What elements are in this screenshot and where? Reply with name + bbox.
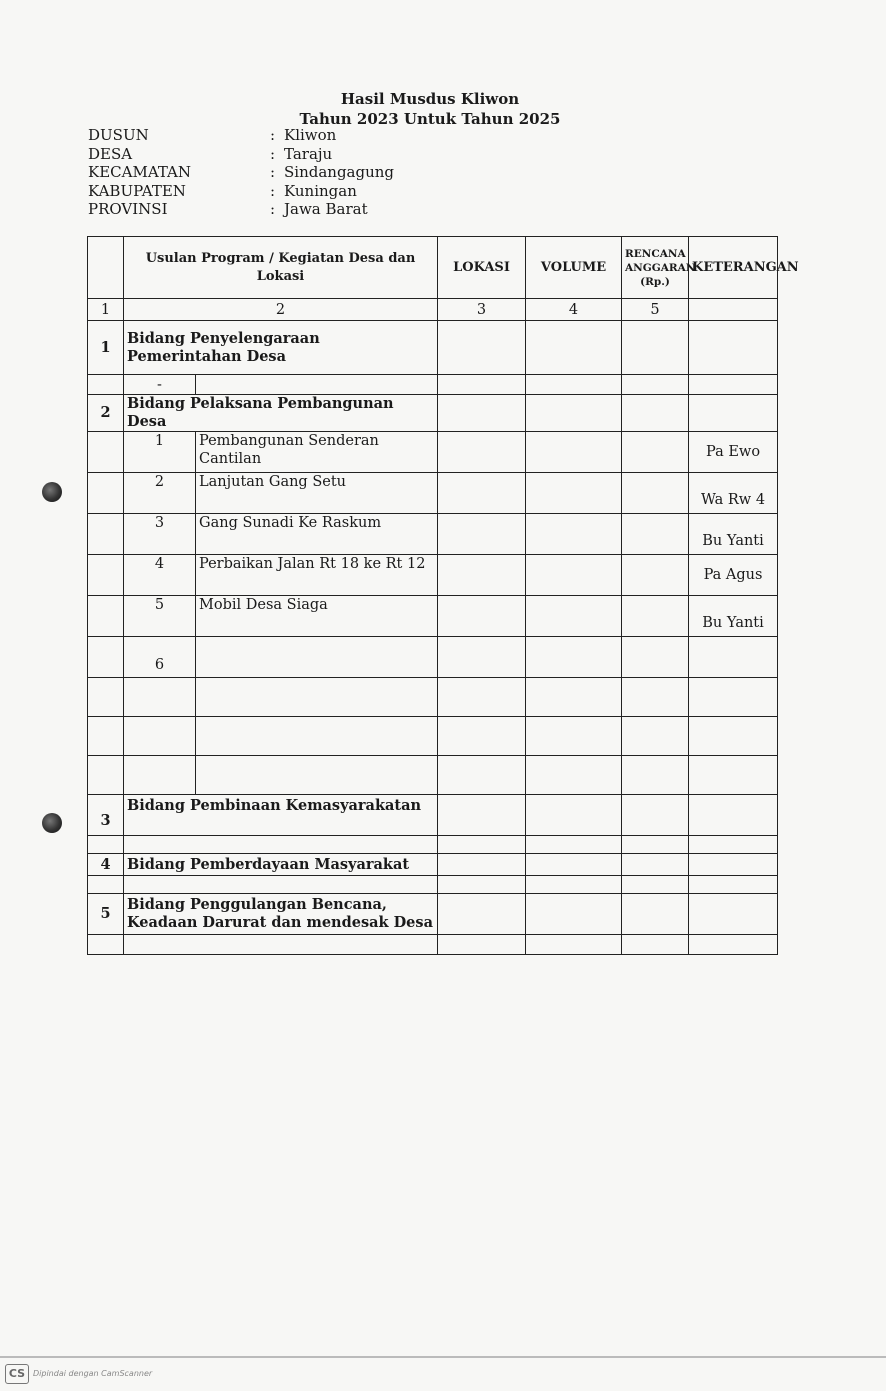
- cell-volume: [526, 432, 622, 473]
- cell-volume: [526, 321, 622, 375]
- cell-lokasi: [438, 637, 526, 678]
- cell-volume: [526, 935, 622, 955]
- item-name: [196, 637, 438, 678]
- cell-lokasi: [438, 894, 526, 935]
- cell-item: [124, 836, 438, 854]
- program-table: [87, 236, 799, 955]
- cell-keterangan: [689, 935, 778, 955]
- cell-keterangan: [689, 854, 778, 876]
- cell-rencana: [622, 756, 689, 795]
- bidang-4-subrow: [88, 876, 778, 894]
- cell-volume: [526, 555, 622, 596]
- meta-label: KABUPATEN: [88, 181, 186, 200]
- item-name: Pembangunan Senderan Cantilan: [196, 432, 438, 473]
- item-number: 3: [124, 514, 196, 555]
- header-lokasi: LOKASI: [438, 237, 526, 299]
- cell-volume: [526, 894, 622, 935]
- item-number: 1: [124, 432, 196, 473]
- col-number: 2: [124, 299, 438, 321]
- meta-value: Jawa Barat: [284, 200, 368, 218]
- item-number: 2: [124, 473, 196, 514]
- cell-lokasi: [438, 375, 526, 395]
- bidang-name: Bidang Penyelengaraan Pemerintahan Desa: [124, 321, 438, 375]
- bidang-number: 1: [88, 321, 124, 375]
- bidang-5-subrow: [88, 935, 778, 955]
- cell-volume: [526, 514, 622, 555]
- item-keterangan: Wa Rw 4: [689, 473, 778, 514]
- item-number: 5: [124, 596, 196, 637]
- cell-no: [88, 876, 124, 894]
- header-program: Usulan Program / Kegiatan Desa dan Lokasi: [124, 237, 438, 299]
- cell-no: [88, 717, 124, 756]
- col-number: 5: [622, 299, 689, 321]
- cell-lokasi: [438, 756, 526, 795]
- cell-rencana: [622, 395, 689, 432]
- item-keterangan: Bu Yanti: [689, 596, 778, 637]
- col-number: 4: [526, 299, 622, 321]
- cell-keterangan: [689, 375, 778, 395]
- cell-rencana: [622, 795, 689, 836]
- meta-colon: :: [270, 200, 276, 218]
- cell-keterangan: [689, 795, 778, 836]
- cell-rencana: [622, 473, 689, 514]
- cell-item: [196, 756, 438, 795]
- bidang-name: Bidang Pemberdayaan Masyarakat: [124, 854, 438, 876]
- cell-keterangan: [689, 321, 778, 375]
- cell-no: [88, 678, 124, 717]
- cell-no: [88, 514, 124, 555]
- bidang-row-1: [88, 321, 778, 375]
- col-number: 1: [88, 299, 124, 321]
- cell-no: [88, 596, 124, 637]
- cell-rencana: [622, 678, 689, 717]
- header-keterangan: KETERANGAN: [689, 237, 778, 299]
- item-number: 4: [124, 555, 196, 596]
- cell-rencana: [622, 596, 689, 637]
- cell-rencana: [622, 555, 689, 596]
- col-number: 3: [438, 299, 526, 321]
- scanner-watermark: Dipindai dengan CamScanner: [33, 1369, 153, 1378]
- page-edge-line: [0, 1356, 886, 1358]
- cell-lokasi: [438, 836, 526, 854]
- bidang-name: Bidang Pelaksana Pembangunan Desa: [124, 395, 438, 432]
- bidang-number: 3: [88, 795, 124, 836]
- empty-row: [88, 756, 778, 795]
- cell-volume: [526, 395, 622, 432]
- column-number-row: [88, 299, 778, 321]
- bidang-name: Bidang Pembinaan Kemasyarakatan: [124, 795, 438, 836]
- meta-label: DUSUN: [88, 126, 149, 144]
- meta-colon: :: [270, 144, 276, 163]
- meta-colon: :: [270, 163, 276, 181]
- empty-row: [88, 717, 778, 756]
- empty-row: [88, 678, 778, 717]
- bidang-row-4: [88, 854, 778, 876]
- cell-lokasi: [438, 935, 526, 955]
- document-title: Hasil Musdus Kliwon: [340, 90, 520, 108]
- meta-value: Taraju: [284, 144, 333, 163]
- document-subtitle: Tahun 2023 Untuk Tahun 2025: [299, 110, 561, 128]
- item-name: Perbaikan Jalan Rt 18 ke Rt 12: [196, 555, 438, 596]
- item-row: [88, 637, 778, 678]
- bidang-3-subrow: [88, 836, 778, 854]
- cell-item: [196, 717, 438, 756]
- item-name: Lanjutan Gang Setu: [196, 473, 438, 514]
- item-keterangan: Bu Yanti: [689, 514, 778, 555]
- table-header-row: [88, 237, 778, 299]
- cell-lokasi: [438, 514, 526, 555]
- header-no: [88, 237, 124, 299]
- cell-volume: [526, 854, 622, 876]
- bidang-name: Bidang Penggulangan Bencana, Keadaan Darurat dan mendesak Desa: [124, 894, 438, 935]
- cell-rencana: [622, 637, 689, 678]
- cell-keterangan: [689, 756, 778, 795]
- cell-rencana: [622, 894, 689, 935]
- meta-value: Sindangagung: [284, 163, 395, 181]
- punch-hole: [42, 482, 62, 502]
- bidang-number: 2: [88, 395, 124, 432]
- meta-label: KECAMATAN: [88, 163, 191, 181]
- item-row: [88, 432, 778, 473]
- cell-rencana: [622, 514, 689, 555]
- bidang-row-3: [88, 795, 778, 836]
- cell-volume: [526, 596, 622, 637]
- cell-lokasi: [438, 473, 526, 514]
- meta-colon: :: [270, 126, 276, 144]
- cell-keterangan: [689, 395, 778, 432]
- cell-volume: [526, 876, 622, 894]
- cell-lokasi: [438, 678, 526, 717]
- cell-item: [124, 935, 438, 955]
- item-row: [88, 473, 778, 514]
- item-keterangan: Pa Ewo: [689, 432, 778, 473]
- cell-subno: [124, 756, 196, 795]
- cell-rencana: [622, 432, 689, 473]
- cell-rencana: [622, 854, 689, 876]
- bidang-row-5: [88, 894, 778, 935]
- cell-volume: [526, 473, 622, 514]
- bidang-row-2: [88, 395, 778, 432]
- cell-no: [88, 473, 124, 514]
- cell-lokasi: [438, 321, 526, 375]
- cell-volume: [526, 375, 622, 395]
- cell-lokasi: [438, 596, 526, 637]
- meta-label: DESA: [88, 144, 133, 163]
- cell-volume: [526, 836, 622, 854]
- item-name: Gang Sunadi Ke Raskum: [196, 514, 438, 555]
- cell-lokasi: [438, 395, 526, 432]
- item-row: [88, 555, 778, 596]
- dash-placeholder: -: [124, 375, 196, 395]
- cell-rencana: [622, 321, 689, 375]
- camscanner-logo: CS: [5, 1364, 29, 1384]
- item-number: 6: [124, 637, 196, 678]
- item-keterangan: Pa Agus: [689, 555, 778, 596]
- cell-rencana: [622, 717, 689, 756]
- header-rencana: RENCANA ANGGARAN (Rp.): [622, 237, 689, 299]
- bidang-1-subrow: [88, 375, 778, 395]
- item-row: [88, 596, 778, 637]
- bidang-number: 4: [88, 854, 124, 876]
- meta-value: Kuningan: [284, 181, 357, 200]
- meta-colon: :: [270, 181, 276, 200]
- cell-volume: [526, 795, 622, 836]
- cell-subno: [124, 678, 196, 717]
- cell-volume: [526, 637, 622, 678]
- cell-item: [196, 678, 438, 717]
- cell-no: [88, 555, 124, 596]
- cell-keterangan: [689, 894, 778, 935]
- cell-lokasi: [438, 555, 526, 596]
- cell-rencana: [622, 876, 689, 894]
- punch-hole: [42, 813, 62, 833]
- cell-no: [88, 836, 124, 854]
- item-keterangan: [689, 637, 778, 678]
- header-volume: VOLUME: [526, 237, 622, 299]
- cell-rencana: [622, 836, 689, 854]
- cell-lokasi: [438, 717, 526, 756]
- cell-rencana: [622, 935, 689, 955]
- cell-no: [88, 375, 124, 395]
- cell-item: [196, 375, 438, 395]
- bidang-number: 5: [88, 894, 124, 935]
- cell-no: [88, 756, 124, 795]
- meta-value: Kliwon: [284, 126, 337, 144]
- cell-keterangan: [689, 717, 778, 756]
- item-row: [88, 514, 778, 555]
- cell-rencana: [622, 375, 689, 395]
- cell-subno: [124, 717, 196, 756]
- cell-lokasi: [438, 854, 526, 876]
- cell-lokasi: [438, 876, 526, 894]
- cell-item: [124, 876, 438, 894]
- item-name: Mobil Desa Siaga: [196, 596, 438, 637]
- meta-label: PROVINSI: [88, 200, 168, 218]
- cell-lokasi: [438, 432, 526, 473]
- cell-no: [88, 637, 124, 678]
- cell-no: [88, 935, 124, 955]
- cell-lokasi: [438, 795, 526, 836]
- cell-volume: [526, 717, 622, 756]
- cell-volume: [526, 756, 622, 795]
- cell-no: [88, 432, 124, 473]
- cell-keterangan: [689, 836, 778, 854]
- cell-keterangan: [689, 876, 778, 894]
- cell-volume: [526, 678, 622, 717]
- col-number-empty: [689, 299, 778, 321]
- cell-keterangan: [689, 678, 778, 717]
